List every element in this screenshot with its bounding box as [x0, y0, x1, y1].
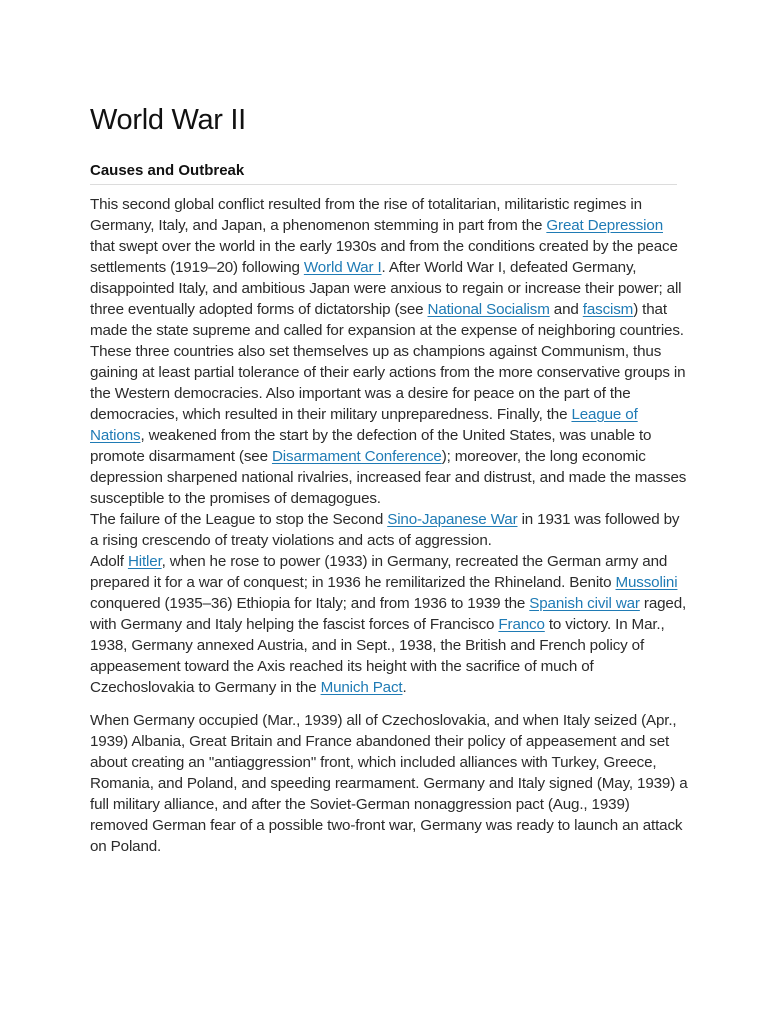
link-fascism[interactable]: fascism	[582, 301, 634, 318]
link-sino-japanese-war[interactable]: Sino-Japanese War	[387, 511, 518, 528]
article-body	[90, 194, 690, 857]
link-great-depression[interactable]: Great Depression	[546, 217, 663, 234]
text-run: that swept over the world in the early 1930s and from the conditions created by the peace settlements (1919–20) following	[90, 238, 678, 276]
text-run: conquered (1935–36) Ethiopia for Italy; and from 1936 to 1939 the	[90, 595, 530, 612]
link-hitler[interactable]: Hitler	[127, 553, 162, 570]
text-run: in 1931 was followed by a rising crescendo of treaty violations and acts of aggression.	[90, 511, 680, 549]
link-national-socialism[interactable]: National Socialism	[427, 301, 550, 318]
text-run: , weakened from the start by the defection of the United States, was unable to promote disarmament (see	[90, 427, 652, 465]
section-heading: Causes and Outbreak	[90, 162, 677, 185]
link-mussolini[interactable]: Mussolini	[615, 574, 678, 591]
text-run: .	[402, 679, 407, 696]
text-run: ) that made the state supreme and called for expansion at the expense of neighboring countries. These three countries also set themselves up as champions against Communism, thus gaining at least partial tolerance of their early actions from the more conservative groups in the Western democracies. Also important was a desire for peace on the part of the democracies, which resulted in their military unpreparedness. Finally, the	[90, 301, 686, 423]
link-franco[interactable]: Franco	[498, 616, 545, 633]
text-run: raged, with Germany and Italy helping the fascist forces of Francisco	[90, 595, 687, 633]
link-disarmament-conference[interactable]: Disarmament Conference	[271, 448, 442, 465]
paragraph-3: When Germany occupied (Mar., 1939) all of Czechoslovakia, and when Italy seized (Apr., 1939) Albania, Great Britain and France abandoned their policy of appeasement and set about creating an "antiaggression" front, which included alliances with Turkey, Greece, Romania, and Poland, and speeding rearmament. Germany and Italy signed (May, 1939) a full military alliance, and after the Soviet-German nonaggression pact (Aug., 1939) removed German fear of a possible two-front war, Germany was ready to launch an attack on Poland.	[90, 712, 688, 855]
text-run: and	[549, 301, 583, 318]
page-title: World War II	[90, 104, 246, 136]
text-run: ); moreover, the long economic depression sharpened national rivalries, increased fear and distrust, and made the masses susceptible to the promises of demagogues.	[90, 448, 687, 507]
text-run: This second global conflict resulted from the rise of totalitarian, militaristic regimes in Germany, Italy, and Japan, a phenomenon stemming in part from the	[90, 196, 642, 234]
text-run: The failure of the League to stop the Second	[90, 511, 388, 528]
text-run: , when he rose to power (1933) in Germany, recreated the German army and prepared it for a war of conquest; in 1936 he remilitarized the Rhineland. Benito	[90, 553, 668, 591]
link-munich-pact[interactable]: Munich Pact	[320, 679, 403, 696]
link-league-of-nations[interactable]: League of Nations	[90, 406, 638, 444]
text-run: . After World War I, defeated Germany, disappointed Italy, and ambitious Japan were anxious to regain or increase their power; all three eventually adopted forms of dictatorship (see	[90, 259, 682, 318]
paragraph-1	[90, 194, 690, 509]
link-spanish-civil-war[interactable]: Spanish civil war	[529, 595, 640, 612]
text-run: Adolf	[90, 553, 128, 570]
text-run: to victory. In Mar., 1938, Germany annexed Austria, and in Sept., 1938, the British and French policy of appeasement toward the Axis reached its height with the sacrifice of much of Czechoslovakia to Germany in the	[90, 616, 665, 696]
paragraph-2	[90, 509, 690, 698]
link-world-war-i[interactable]: World War I	[303, 259, 382, 276]
